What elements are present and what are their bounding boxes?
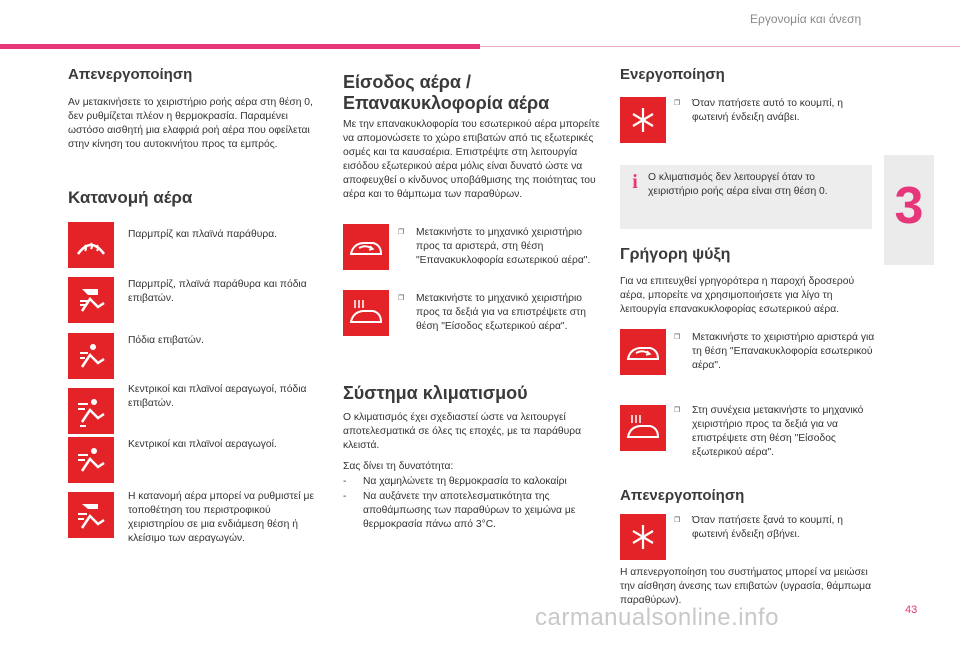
bullet-marker: ❐ <box>674 100 681 107</box>
fresh-air-intake-icon <box>343 290 389 336</box>
ac-deactivation-heading: Απενεργοποίηση <box>620 487 745 504</box>
page-number: 43 <box>905 604 918 616</box>
dash-marker: - <box>343 491 347 502</box>
ac-capability-text: Να χαμηλώνετε τη θερμοκρασία το καλοκαίρι <box>363 476 567 487</box>
ac-capability-text: Να αυξάνετε την αποτελεσματικότητα της αποθάμπωσης των παραθύρων το χειμώνα με θερμοκρασία πάνω από 3°C. <box>363 491 576 530</box>
ac-snowflake-icon <box>620 514 666 560</box>
quick-cooling-heading: Γρήγορη ψύξη <box>620 246 731 263</box>
quick-cooling-step-text: Στη συνέχεια μετακινήστε το μηχανικό χειριστήριο προς τα δεξιά για να επιστρέψετε στη θέση "Είσοδος εξωτερικού αέρα". <box>692 405 864 458</box>
deactivation-text: Αν μετακινήσετε το χειριστήριο ροής αέρα στη θέση 0, δεν ρυθμίζεται πλέον η θερμοκρασία. Παραμένει ωστόσο αισθητή μια ελαφριά ροή αέρα που οφείλεται στην κίνηση του αυτοκινήτου προς τα εμπρός. <box>68 97 313 150</box>
footwell-icon <box>68 333 114 379</box>
recirculation-icon <box>343 224 389 270</box>
top-divider <box>480 46 960 47</box>
section-title: Εργονομία και άνεση <box>750 12 862 26</box>
bullet-marker: ❐ <box>398 295 405 302</box>
distribution-item-text: Παρμπρίζ και πλαϊνά παράθυρα. <box>128 229 278 240</box>
ac-deactivation-step-text: Όταν πατήσετε ξανά το κουμπί, η φωτεινή ένδειξη σβήνει. <box>692 515 843 540</box>
quick-cooling-text: Για να επιτευχθεί γρηγορότερα η παροχή δροσερού αέρα, μπορείτε να χρησιμοποιήσετε για λίγο τη λειτουργία επανακυκλοφορίας εσωτερικού αέρα. <box>620 276 855 315</box>
air-intake-text: Με την επανακυκλοφορία του εσωτερικού αέρα μπορείτε να απομονώσετε το χώρο επιβατών από τις εξωτερικές οσμές και τα καυσαέρια. Επιστρέψτε στη λειτουργία εισόδου εξωτερικού αέρα μόλις είναι δυνατό ώστε να αποφευχθεί ο κίνδυνος υποβάθμισης της ποιότητας του αέρα και το θάμπωμα των παραθύρων. <box>343 119 600 200</box>
distribution-item-text: Κεντρικοί και πλαϊνοί αεραγωγοί, πόδια επιβατών. <box>128 384 307 409</box>
vents-footwell-icon <box>68 388 114 434</box>
windscreen-footwell-icon <box>68 277 114 323</box>
chapter-number: 3 <box>894 177 924 235</box>
recirculation-icon <box>620 329 666 375</box>
combined-distribution-icon <box>68 492 114 538</box>
activation-heading: Ενεργοποίηση <box>620 66 725 83</box>
air-intake-step-text: Μετακινήστε το μηχανικό χειριστήριο προς τα αριστερά, στη θέση "Επανακυκλοφορία εσωτερικού αέρα". <box>416 227 591 266</box>
bullet-marker: ❐ <box>674 407 681 414</box>
deactivation-heading: Απενεργοποίηση <box>68 66 193 83</box>
top-accent-bar <box>0 44 480 49</box>
vents-icon <box>68 437 114 483</box>
info-note-text: Ο κλιματισμός δεν λειτουργεί όταν το χειριστήριο ροής αέρα είναι στη θέση 0. <box>648 172 828 197</box>
distribution-heading: Κατανομή αέρα <box>68 188 193 207</box>
distribution-item-text: Κεντρικοί και πλαϊνοί αεραγωγοί. <box>128 439 277 450</box>
bullet-marker: ❐ <box>674 334 681 341</box>
bullet-marker: ❐ <box>398 229 405 236</box>
windscreen-defrost-icon <box>68 222 114 268</box>
dash-marker: - <box>343 476 347 487</box>
air-intake-heading: Είσοδος αέρα / Επανακυκλοφορία αέρα <box>343 72 550 113</box>
combined-distribution-text: Η κατανομή αέρα μπορεί να ρυθμιστεί με τοποθέτηση του περιστροφικού χειριστηρίου σε μια ενδιάμεση θέση ή κλείσιμο των αεραγωγών. <box>128 491 315 544</box>
ac-heading: Σύστημα κλιματισμού <box>343 383 528 403</box>
distribution-item-text: Παρμπρίζ, πλαϊνά παράθυρα και πόδια επιβατών. <box>128 279 307 304</box>
fresh-air-intake-icon <box>620 405 666 451</box>
ac-text: Ο κλιματισμός έχει σχεδιαστεί ώστε να λειτουργεί αποτελεσματικά σε όλες τις εποχές, με τα παράθυρα κλειστά. <box>343 412 582 451</box>
ac-capabilities-intro: Σας δίνει τη δυνατότητα: <box>343 461 454 472</box>
watermark: carmanualsonline.info <box>535 604 779 631</box>
air-intake-step-text: Μετακινήστε το μηχανικό χειριστήριο προς τα δεξιά για να επιστρέψετε στη θέση "Είσοδος εξωτερικού αέρα". <box>416 293 586 332</box>
ac-deactivation-text: Η απενεργοποίηση του συστήματος μπορεί να μειώσει την αίσθηση άνεσης των επιβατών (υγρασία, θάμπωμα παραθύρων). <box>620 567 872 606</box>
activation-step-text: Όταν πατήσετε αυτό το κουμπί, η φωτεινή ένδειξη ανάβει. <box>692 98 843 123</box>
info-icon: i <box>632 171 638 193</box>
quick-cooling-step-text: Μετακινήστε το χειριστήριο αριστερά για τη θέση "Επανακυκλοφορία εσωτερικού αέρα". <box>692 332 875 371</box>
bullet-marker: ❐ <box>674 517 681 524</box>
distribution-item-text: Πόδια επιβατών. <box>128 335 204 346</box>
ac-snowflake-icon <box>620 97 666 143</box>
